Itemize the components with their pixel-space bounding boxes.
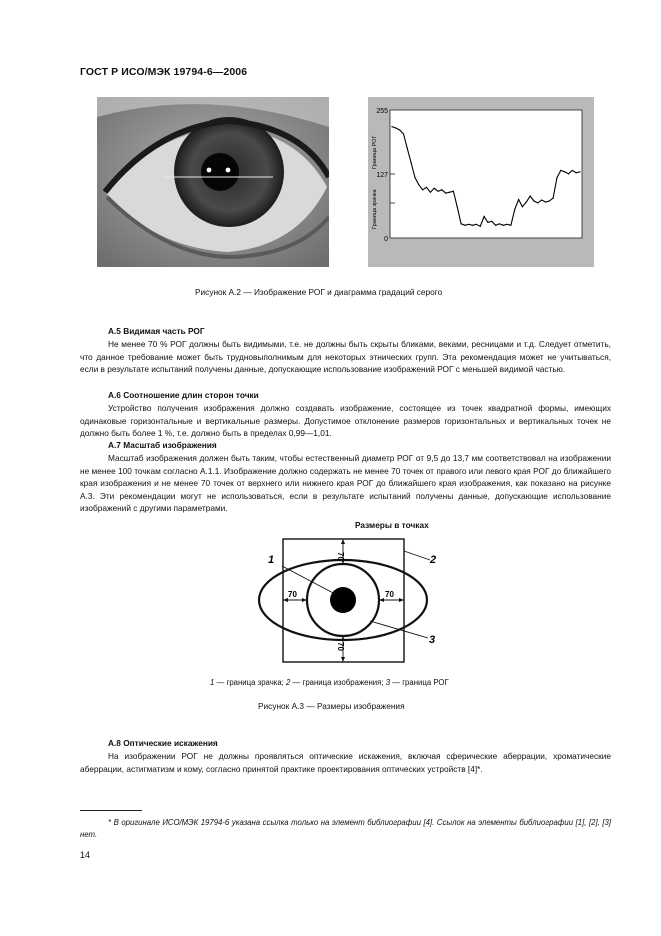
gray-level-point [553, 198, 554, 199]
gray-level-point [407, 148, 408, 149]
section-a5-paragraph: Не менее 70 % РОГ должны быть видимыми, т.е. не должны быть скрыты бликами, веками, ресницами и т.д. Следует отметить, что данное требование может быть трудновыполнимым для некоторых этнических групп. Эта рекомендация может не учитываться, если в результате испытаний получены данные, допускающие использование изображений РОГ с меньшей видимой частью. [80, 339, 611, 375]
gray-level-point [411, 163, 412, 164]
section-a5-text [80, 338, 611, 376]
gray-level-point [545, 201, 546, 202]
gray-level-point [568, 173, 569, 174]
gray-level-point [480, 226, 481, 227]
callout-2: 2 [430, 554, 437, 566]
gray-level-point [526, 201, 527, 202]
gray-level-point [514, 209, 515, 210]
gray-level-point [564, 171, 565, 172]
section-a7-paragraph: Масштаб изображения должен быть таким, чтобы естественный диаметр РОГ от 9,5 до 13,7 мм соответствовал на изображении не менее 100 точкам согласно А.1.1. Изображение должно содержать не менее 70 точек от правого или левого края РОГ до ближайшего края изображения и не менее 70 точек от верхнего или нижнего края РОГ до ближайшего края изображения, как показано на рисунке А.3. Эти рекомендации могут не использоваться, если в результате испытаний получены данные, допускающие использование изображений с другими параметрами. [80, 453, 611, 514]
gray-level-chart [368, 97, 594, 267]
gray-level-point [395, 127, 396, 128]
y-tick-255: 255 [376, 108, 388, 115]
gray-level-point [399, 129, 400, 130]
section-a5-heading: А.5 Видимая часть РОГ [108, 326, 205, 336]
gray-level-point [572, 170, 573, 171]
gray-level-point [556, 177, 557, 178]
gray-level-point [414, 177, 415, 178]
legend-num-2: 2 [286, 678, 291, 687]
gray-level-point [445, 193, 446, 194]
gray-level-point [576, 172, 577, 173]
figure-a3-caption: Рисунок А.3 — Размеры изображения [258, 701, 405, 711]
dim-label-right: 70 [385, 590, 394, 599]
gray-level-point [522, 206, 523, 207]
dim-label-top: 70 [336, 552, 345, 561]
section-a8-heading: А.8 Оптические искажения [108, 738, 218, 748]
legend-text-1: — граница зрачка; [214, 678, 287, 687]
gray-level-point [476, 224, 477, 225]
image-size-diagram [240, 533, 450, 668]
gray-level-point [426, 187, 427, 188]
gray-level-point [549, 200, 550, 201]
section-a6-heading: А.6 Соотношение длин сторон точки [108, 390, 259, 400]
callout-3: 3 [429, 634, 436, 646]
gray-level-point [457, 206, 458, 207]
y-tick-0: 0 [384, 236, 388, 243]
dim-label-left: 70 [288, 590, 297, 599]
page-number: 14 [80, 850, 91, 860]
gray-level-point [518, 199, 519, 200]
gray-level-point [464, 225, 465, 226]
gray-level-point [418, 184, 419, 185]
callout-1: 1 [268, 554, 275, 566]
footnote [80, 817, 611, 841]
iris-border-axis-label: Граница РОГ [372, 135, 378, 169]
figure-a3-legend [210, 678, 449, 687]
gray-level-point [453, 191, 454, 192]
gray-level-point [468, 224, 469, 225]
document-header: ГОСТ Р ИСО/МЭК 19794-6—2006 [80, 66, 248, 78]
gray-level-point [503, 225, 504, 226]
section-a8-paragraph: На изображении РОГ не должны проявляться оптические искажения, включая сферические аберрации, хроматические аберрации, астигматизм и кому, согласно принятой практике проектирования оптических устройств [4]*. [80, 751, 611, 774]
gray-level-point [484, 216, 485, 217]
callout-line-2 [404, 551, 430, 560]
footnote-rule [80, 810, 142, 811]
gray-level-point [507, 224, 508, 225]
gray-level-point [449, 192, 450, 193]
legend-num-1: 1 [210, 678, 215, 687]
section-a7-heading: А.7 Масштаб изображения [108, 440, 217, 450]
gray-level-point [437, 191, 438, 192]
gray-level-plot [368, 97, 594, 267]
gray-level-point [434, 188, 435, 189]
pupil-border-axis-label: Граница зрачка [372, 189, 378, 229]
gray-level-point [441, 189, 442, 190]
gray-level-point [391, 126, 392, 127]
gray-level-point [579, 171, 580, 172]
section-a6-text [80, 402, 611, 440]
iris-photo-drawing [97, 97, 329, 267]
gray-level-point [533, 200, 534, 201]
legend-text-2: — граница изображения; [290, 678, 386, 687]
gray-level-point [491, 221, 492, 222]
gray-level-point [422, 189, 423, 190]
gray-level-point [430, 192, 431, 193]
footnote-text: * В оригинале ИСО/МЭК 19794-6 указана ссылка только на элемент библиографии [4]. Ссылок на элементы библиографии [1], [2], [3] нет. [80, 818, 611, 839]
section-a6-paragraph: Устройство получения изображения должно создавать изображение, состоящее из точек квадратной формы, имеющих одинаковые горизонтальные и вертикальные размеры. Допустимое отклонение размеров горизонтальных и вертикальных точек не должно быть более 1 %, т.е. должно быть в пределах 0,99—1,01. [80, 403, 611, 439]
y-tick-127: 127 [376, 172, 388, 179]
pupil-circle [330, 587, 356, 613]
iris-photo [97, 97, 329, 267]
gray-level-point [499, 223, 500, 224]
gray-level-point [560, 170, 561, 171]
legend-text-3: — граница РОГ [390, 678, 449, 687]
section-a8-text [80, 750, 611, 775]
figure-a3-title: Размеры в точках [355, 520, 429, 530]
gray-level-point [541, 199, 542, 200]
section-a7-text [80, 452, 611, 515]
gray-level-point [537, 202, 538, 203]
gray-level-point [472, 225, 473, 226]
dim-label-bottom: 70 [336, 642, 345, 651]
gray-level-point [495, 225, 496, 226]
gray-level-point [403, 133, 404, 134]
legend-num-3: 3 [385, 678, 391, 687]
gray-level-point [510, 225, 511, 226]
gray-level-point [461, 223, 462, 224]
gray-level-point [530, 196, 531, 197]
figure-a2-caption: Рисунок А.2 — Изображение РОГ и диаграмма градаций серого [195, 287, 443, 297]
gray-level-point [487, 222, 488, 223]
